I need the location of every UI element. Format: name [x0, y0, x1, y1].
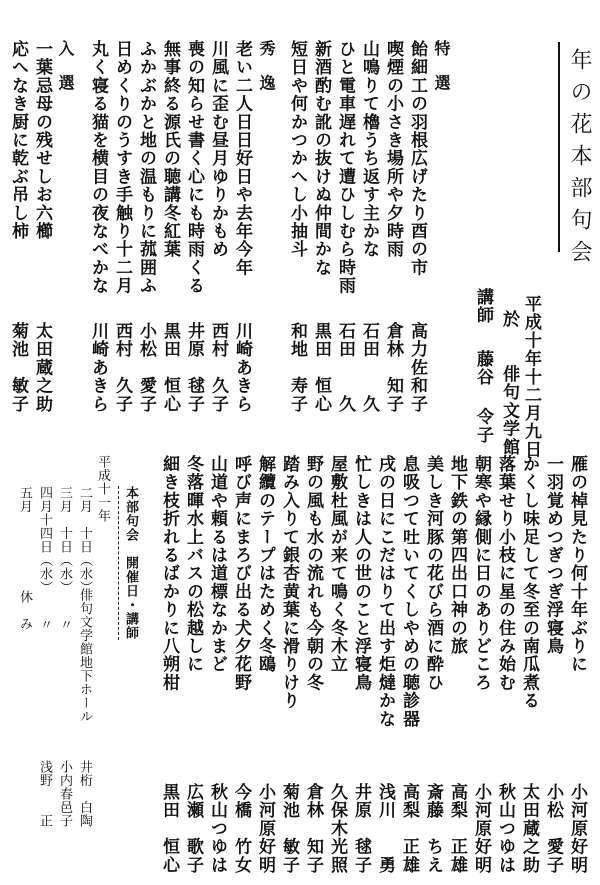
author-name: 小河原好明 [567, 783, 587, 874]
haiku-text: かくし味足して冬至の南瓜煮る [519, 455, 539, 710]
author-name: 浅川 勇 [375, 783, 395, 874]
author-name: 高梨 正雄 [447, 783, 467, 874]
haiku-text: 細き枝折れるばかりに八朔柑 [159, 455, 179, 692]
author-name: 和地 寿子 [287, 322, 307, 413]
page-title: 年の花本部句会 [567, 48, 592, 272]
author-name: 井原 毬子 [184, 322, 204, 413]
author-name: 太田蔵之助 [519, 783, 539, 874]
haiku-text: 地下鉄の第四出口神の旅 [447, 455, 467, 656]
schedule-date: 三月 十日（水） [57, 486, 72, 594]
haiku-text: 喪の知らせ書く心にも時雨くる [184, 40, 204, 295]
author-name: 斎藤 ちえ [423, 783, 443, 874]
author-name: 久保木光照 [327, 783, 347, 874]
schedule-year: 平成十一年 [95, 455, 110, 523]
author-name: 西村 久子 [208, 322, 228, 413]
haiku-text: 冬落暉水上バスの松越しに [183, 455, 203, 674]
author-name: 高梨 正雄 [399, 783, 419, 874]
schedule-lecturer: 浅野 正 [37, 760, 52, 828]
schedule-lecturer: 小内春邑子 [57, 760, 72, 828]
haiku-text: 屋敷杜風が来て鳴く冬木立 [327, 455, 347, 674]
schedule-date: 五月 [17, 486, 32, 513]
author-name: 菊池 敏子 [8, 322, 28, 413]
haiku-text: 新酒酌む訛の抜けぬ仲間かな [311, 40, 331, 277]
haiku-text: 踏み入りて銀杏黄葉に滑りけり [279, 455, 299, 710]
author-name: 川崎あきら [88, 322, 108, 413]
haiku-text: ひと電車遅れて遭ひしむら時雨 [335, 40, 355, 295]
venue-label: 於 [499, 310, 519, 329]
haiku-text: ふかぶかと地の温もりに菰囲ふ [136, 40, 156, 295]
author-name: 秋山つゆは [495, 783, 515, 874]
schedule-date: 四月十四日（水） [37, 486, 52, 594]
schedule-venue: 〃 [37, 618, 52, 632]
haiku-text: 一羽覚めつぎつぎ浮寝鳥 [543, 455, 563, 656]
haiku-text: 応へなき厨に乾ぶ吊し柿 [8, 40, 28, 241]
author-name: 石田 久 [335, 322, 355, 413]
haiku-text: 短日や何かつかへし小抽斗 [287, 40, 307, 259]
lecturer-name: 藤谷 令子 [473, 350, 493, 444]
schedule-lecturer: 井桁 白陶 [77, 760, 92, 828]
author-name: 倉林 知子 [303, 783, 323, 874]
haiku-text: 山道や頼るは道標なかまど [207, 455, 227, 674]
author-name: 西村 久子 [112, 322, 132, 413]
session-date: 平成十年十二月九日 [521, 295, 541, 459]
haiku-text: 日めくりのうすき手触り十二月 [112, 40, 132, 295]
author-name: 小河原好明 [255, 783, 275, 874]
haiku-text: 戌の日にこだはりて出す炬燵かな [375, 455, 395, 728]
author-name: 広瀬 歌子 [183, 783, 203, 874]
schedule-venue: 休 み [17, 590, 32, 631]
haiku-text: 美しき河豚の花びら酒に酔ひ [423, 455, 443, 692]
haiku-text: 飴細工の羽根広げたり酉の市 [407, 40, 427, 277]
haiku-text: 忙しきは人の世のこと浮寝鳥 [351, 455, 371, 692]
author-name: 小河原好明 [471, 783, 491, 874]
author-name: 井原 毬子 [351, 783, 371, 874]
haiku-text: 老い二人日日好日や去年今年 [232, 40, 252, 277]
author-name: 今橋 竹女 [231, 783, 251, 874]
author-name: 黒田 恒心 [311, 322, 331, 413]
haiku-text: 一葉忌母の残せしお六櫛 [32, 40, 52, 241]
author-name: 黒田 恒心 [159, 783, 179, 874]
haiku-text: 無事終る源氏の聴講冬紅葉 [160, 40, 180, 259]
author-name: 秋山つゆは [207, 783, 227, 874]
haiku-text: 川風に歪む昼月ゆりかもめ [208, 40, 228, 259]
section-heading-nyusen: 入 選 [56, 40, 75, 92]
haiku-text: 呼び声にまろび出る犬夕花野 [231, 455, 251, 692]
schedule-venue: 俳句文学館地下ホール [77, 588, 92, 723]
haiku-text: 雁の棹見たり何十年ぶりに [567, 455, 587, 674]
section-heading-tokusen: 特 選 [432, 40, 451, 92]
haiku-text: 丸く寝る猫を横目の夜なべかな [88, 40, 108, 295]
author-name: 小松 愛子 [543, 783, 563, 874]
author-name: 倉林 知子 [383, 322, 403, 413]
haiku-text: 野の風も水の流れも今朝の冬 [303, 455, 323, 692]
author-name: 太田蔵之助 [32, 322, 52, 413]
venue-name: 俳句文学館 [499, 365, 519, 456]
haiku-text: 山鳴りて櫓うち返す主かな [359, 40, 379, 259]
schedule-date: 二月 十日（水） [77, 486, 92, 594]
author-name: 菊池 敏子 [279, 783, 299, 874]
haiku-text: 朝寒や縁側に日のありどころ [471, 455, 491, 692]
haiku-text: 解纜のテープはためく冬鴎 [255, 455, 275, 674]
author-name: 黒田 恒心 [160, 322, 180, 413]
haiku-text: 息吸つて吐いてくしやめの聴診器 [399, 455, 419, 728]
section-heading-shuitsu: 秀 逸 [257, 40, 276, 92]
schedule-venue: 〃 [57, 618, 72, 632]
haiku-text: 喫煙の小さき場所や夕時雨 [383, 40, 403, 259]
haiku-text: 落葉せり小枝に星の住み始む [495, 455, 515, 692]
author-name: 小松 愛子 [136, 322, 156, 413]
lecturer-name: 高力佐和子 [407, 322, 427, 413]
lecturer-label: 講師 [473, 288, 493, 325]
schedule-heading: 本部句会 開催日・講師 [118, 486, 140, 640]
author-name: 川崎あきら [232, 322, 252, 413]
author-name: 石田 久 [359, 322, 379, 413]
page-title-box [558, 42, 598, 272]
